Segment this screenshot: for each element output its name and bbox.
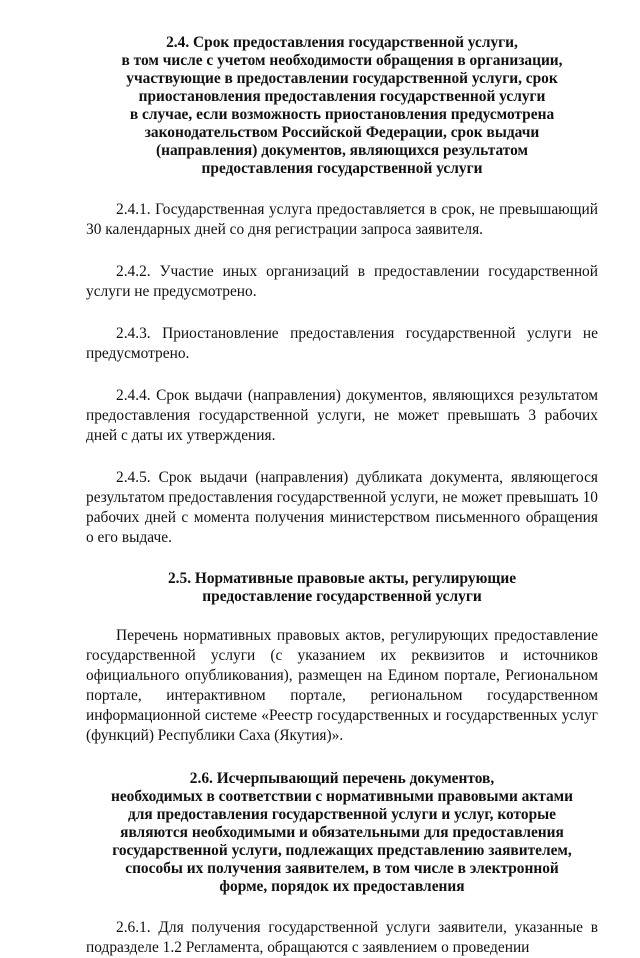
heading-line: для предоставления государственной услуги и услуг, которые: [127, 806, 556, 823]
document-page: [86, 34, 598, 958]
paragraph-2-4-2: 2.4.2. Участие иных организаций в предоставлении государственной услуги не предусмотрено.: [86, 263, 598, 300]
heading-line: 2.6. Исчерпывающий перечень документов,: [189, 770, 495, 787]
section-2-5-heading: [86, 570, 598, 606]
paragraph-2-4-4: 2.4.4. Срок выдачи (направления) документов, являющихся результатом предоставления государственной услуги, не может превышать 3 рабочих дней с даты их утверждения.: [86, 387, 598, 444]
heading-line: в случае, если возможность приостановления предусмотрена: [129, 106, 555, 123]
heading-line: законодательством Российской Федерации, срок выдачи: [144, 124, 540, 141]
heading-line: предоставления государственной услуги: [201, 160, 483, 177]
heading-line: (направления) документов, являющихся результатом: [155, 142, 528, 159]
heading-line: участвующие в предоставлении государственной услуги, срок: [126, 70, 558, 87]
paragraph-2-4-3: 2.4.3. Приостановление предоставления государственной услуги не предусмотрено.: [86, 325, 598, 362]
heading-line: являются необходимыми и обязательными для предоставления: [120, 824, 564, 841]
heading-line: необходимых в соответствии с нормативными правовыми актами: [110, 788, 574, 805]
section-2-6-heading: [86, 770, 598, 896]
paragraph-2-5: Перечень нормативных правовых актов, регулирующих предоставление государственной услуги (с указанием их реквизитов и источников официального опубликования), размещен на Едином портале, Региональном портале, интерактивном портале, региональном государственном информационной системе «Реестр государственных и государственных услуг (функций) Республики Саха (Якутия)».: [86, 627, 598, 744]
heading-line: государственной услуги, подлежащих представлению заявителем,: [112, 842, 572, 859]
paragraph-2-4-1: 2.4.1. Государственная услуга предоставляется в срок, не превышающий 30 календарных дней со дня регистрации запроса заявителя.: [86, 201, 598, 238]
section-2-4-heading: [86, 34, 598, 178]
paragraph-2-6-1: 2.6.1. Для получения государственной услуги заявители, указанные в подразделе 1.2 Регламента, обращаются с заявлением о проведении: [86, 919, 598, 956]
heading-line: 2.5. Нормативные правовые акты, регулирующие: [167, 570, 517, 587]
heading-line: приостановления предоставления государственной услуги: [138, 88, 546, 105]
heading-line: в том числе с учетом необходимости обращения в организации,: [121, 52, 563, 69]
heading-line: 2.4. Срок предоставления государственной услуги,: [166, 34, 518, 51]
heading-line: предоставление государственной услуги: [202, 588, 482, 605]
heading-line: форме, порядок их предоставления: [219, 878, 465, 895]
paragraph-2-4-5: 2.4.5. Срок выдачи (направления) дубликата документа, являющегося результатом предоставления государственной услуги, не может превышать 10 рабочих дней с момента получения министерством письменного обращения о его выдаче.: [86, 469, 598, 546]
heading-line: способы их получения заявителем, в том числе в электронной: [125, 860, 559, 877]
